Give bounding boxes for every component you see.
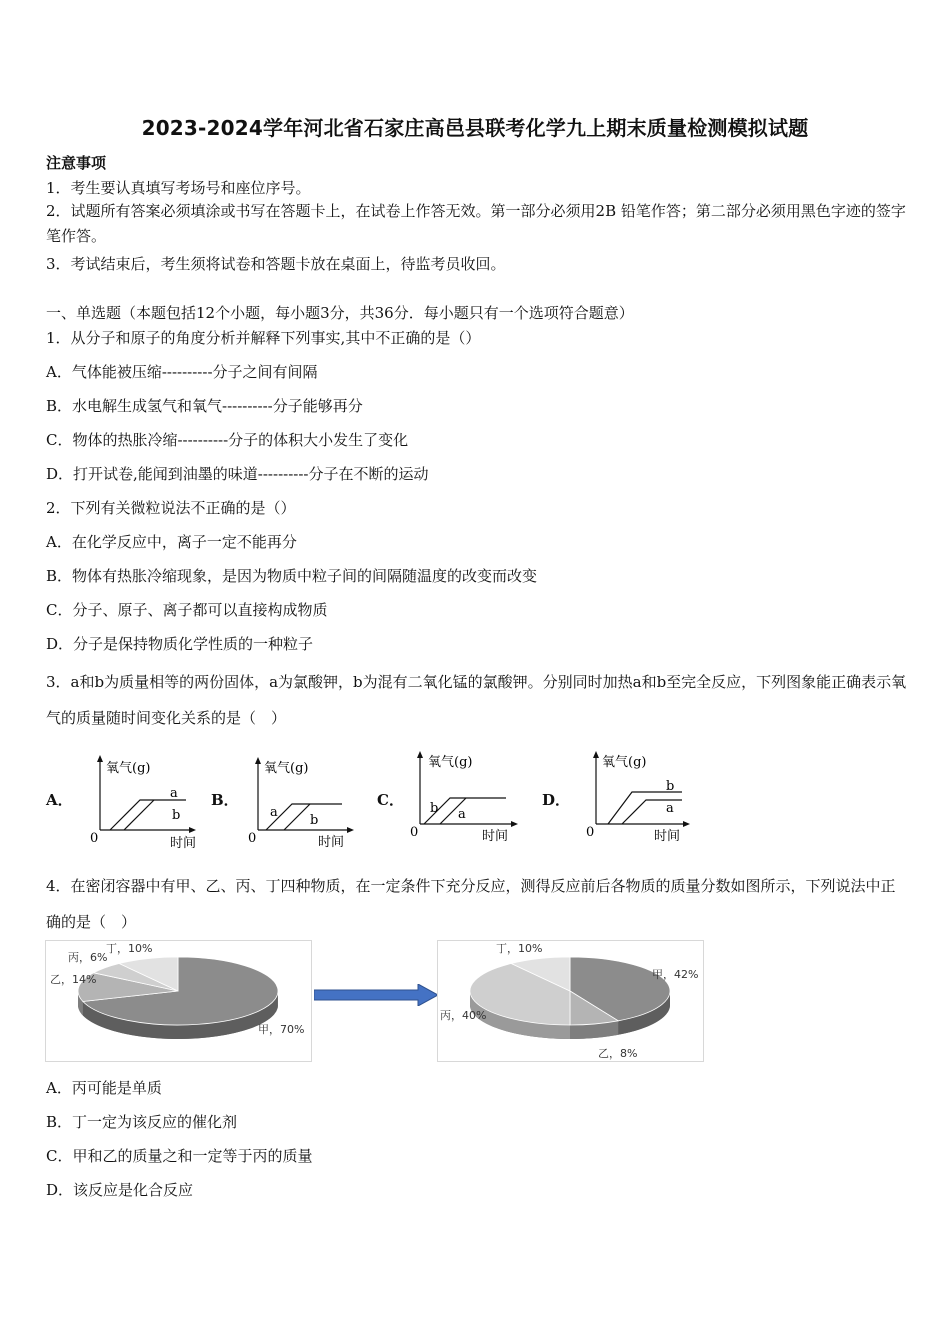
pie-label-甲: 甲，42%: [652, 968, 699, 981]
q4-option-a: A．丙可能是单质: [46, 1079, 162, 1097]
q4-option-d: D．该反应是化合反应: [46, 1181, 194, 1199]
q1-stem: 1．从分子和原子的角度分析并解释下列事实,其中不正确的是（）: [46, 329, 481, 347]
x-axis-label: 时间: [654, 829, 681, 844]
page-title: 2023-2024学年河北省石家庄高邑县联考化学九上期末质量检测模拟试题: [141, 116, 809, 140]
y-axis-label: 氧气(g): [264, 761, 309, 776]
q3-graph-b: [246, 754, 356, 854]
x-axis-arrow: [683, 821, 690, 827]
origin-label: 0: [410, 825, 419, 840]
curve-b: [124, 800, 154, 830]
q3-graph-label-b: B．: [211, 791, 239, 809]
q2-option-c: C．分子、原子、离子都可以直接构成物质: [46, 601, 328, 619]
q1-option-c: C．物体的热胀冷缩----------分子的体积大小发生了变化: [46, 431, 409, 449]
q3-stem: 3．a和b为质量相等的两份固体，a为氯酸钾，b为混有二氧化锰的氯酸钾。分别同时加热a和b至完全反应，下列图象能正确表示氧气的质量随时间变化关系的是（ ）: [46, 673, 907, 727]
pie-label-丁: 丁，10%: [106, 942, 153, 955]
y-axis-arrow: [97, 755, 103, 762]
curve-b-label: b: [666, 779, 675, 794]
arrow-icon: [314, 984, 440, 1006]
pie-label-乙: 乙，14%: [50, 973, 97, 986]
notice-item-2: 2．试题所有答案必须填涂或书写在答题卡上，在试卷上作答无效。第一部分必须用2B 铅笔作答；第二部分必须用黑色字迹的签字笔作答。: [46, 202, 906, 245]
q2-option-a: A．在化学反应中，离子一定不能再分: [46, 533, 297, 551]
x-axis-arrow: [189, 827, 196, 833]
x-axis-arrow: [511, 821, 518, 827]
q4-option-c: C．甲和乙的质量之和一定等于丙的质量: [46, 1147, 313, 1165]
notice-item-3: 3．考试结束后，考生须将试卷和答题卡放在桌面上，待监考员收回。: [46, 255, 506, 273]
curve-b-label: b: [172, 808, 181, 823]
q3-graph-d: [584, 748, 696, 848]
q1-option-a: A．气体能被压缩----------分子之间有间隔: [46, 363, 318, 381]
y-axis-arrow: [255, 757, 261, 764]
x-axis-label: 时间: [170, 836, 197, 851]
curve-a-label: a: [270, 805, 278, 820]
pie-label-丁: 丁，10%: [496, 942, 543, 955]
q4-stem: 4．在密闭容器中有甲、乙、丙、丁四种物质，在一定条件下充分反应，测得反应前后各物质的质量分数如图所示，下列说法中正确的是（ ）: [46, 877, 896, 931]
q4-option-b: B．丁一定为该反应的催化剂: [46, 1113, 238, 1131]
x-axis-arrow: [347, 827, 354, 833]
x-axis-label: 时间: [482, 829, 509, 844]
q3-graph-a: [88, 752, 198, 852]
q2-option-b: B．物体有热胀冷缩现象，是因为物质中粒子间的间隔随温度的改变而改变: [46, 567, 538, 585]
pie-label-丙: 丙，40%: [440, 1009, 487, 1022]
curve-b-label: b: [430, 801, 439, 816]
q3-graph-label-a: A．: [46, 791, 73, 809]
curve-a-label: a: [458, 807, 466, 822]
notice-item-1: 1．考生要认真填写考场号和座位序号。: [46, 179, 311, 197]
y-axis-label: 氧气(g): [428, 755, 473, 770]
section-heading: 一、单选题（本题包括12个小题，每小题3分，共36分．每小题只有一个选项符合题意）: [46, 304, 634, 322]
pie-label-乙: 乙，8%: [598, 1047, 638, 1060]
pie-chart-before: [45, 940, 312, 1062]
y-axis-label: 氧气(g): [106, 761, 151, 776]
origin-label: 0: [248, 831, 257, 846]
origin-label: 0: [90, 831, 99, 846]
pie-label-甲: 甲，70%: [258, 1023, 305, 1036]
y-axis-arrow: [593, 751, 599, 758]
y-axis-label: 氧气(g): [602, 755, 647, 770]
pie-chart-after: [437, 940, 704, 1062]
curve-a-label: a: [170, 786, 178, 801]
origin-label: 0: [586, 825, 595, 840]
q3-graph-label-c: C．: [377, 791, 404, 809]
q2-option-d: D．分子是保持物质化学性质的一种粒子: [46, 635, 314, 653]
notice-heading: 注意事项: [46, 154, 107, 172]
q3-graph-c: [408, 748, 520, 848]
pie-label-丙: 丙，6%: [68, 951, 108, 964]
q2-stem: 2．下列有关微粒说法不正确的是（）: [46, 499, 296, 517]
curve-a-label: a: [666, 801, 674, 816]
curve-b-label: b: [310, 813, 319, 828]
q1-option-d: D．打开试卷,能闻到油墨的味道----------分子在不断的运动: [46, 465, 429, 483]
y-axis-arrow: [417, 751, 423, 758]
q3-graph-label-d: D．: [542, 791, 571, 809]
q1-option-b: B．水电解生成氢气和氧气----------分子能够再分: [46, 397, 363, 415]
x-axis-label: 时间: [318, 835, 345, 850]
